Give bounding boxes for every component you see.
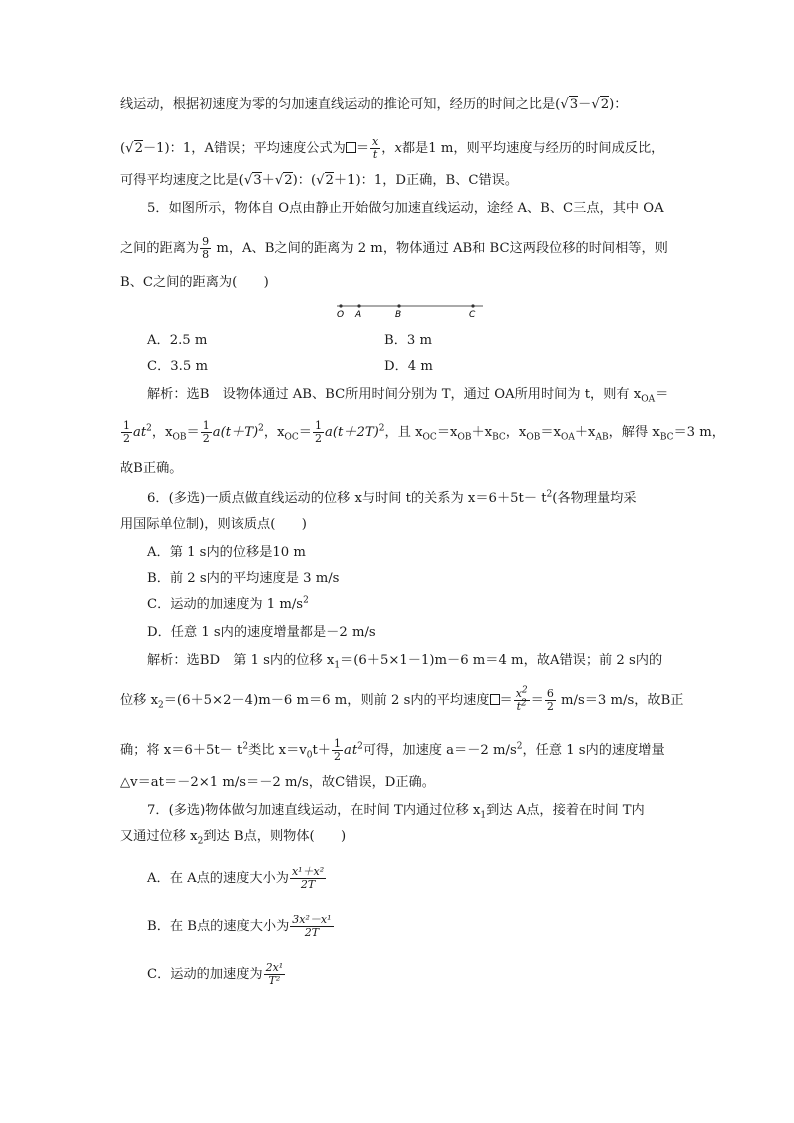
fraction — [290, 914, 333, 939]
text: 2T — [304, 926, 320, 939]
prev-line-1: 线运动，根据初速度为零的匀加速直线运动的推论可知，经历的时间之比是(√3－√2)： — [120, 97, 628, 112]
text: ＝ — [298, 425, 312, 440]
text: 2 — [333, 750, 341, 763]
text: 2 — [600, 97, 610, 112]
text: 类比 x＝v — [248, 743, 307, 758]
fraction — [201, 420, 212, 445]
text: 2 — [202, 432, 210, 445]
text: ＝ — [499, 693, 513, 708]
text: OB — [172, 432, 187, 443]
text: 2 — [378, 423, 385, 434]
text: 2 — [123, 432, 130, 445]
text: t — [372, 148, 378, 161]
q5-solution-line-2 — [120, 420, 725, 445]
point-o — [339, 304, 342, 307]
q5-stem-line-1: 5．如图所示，物体自 O点由静止开始做匀加速直线运动，途经 A、B、C三点，其中 OA — [147, 201, 664, 216]
text: 6 — [546, 687, 554, 700]
q6-option-a: A．第 1 s内的位移是10 m — [147, 545, 306, 560]
label-a: A — [355, 310, 362, 320]
text: 2 — [284, 173, 293, 188]
q5-option-d: D．4 m — [384, 359, 433, 374]
text: 解析：选B 设物体通过 AB、BC所用时间分别为 T，通过 OA所用时间为 t，则有 x — [147, 387, 642, 402]
text: t — [516, 700, 521, 713]
text: 2x¹ — [265, 961, 284, 974]
label-b: B — [395, 310, 402, 320]
text: 1 — [480, 810, 487, 821]
text: 2 — [521, 685, 528, 696]
text: ＝ — [530, 693, 544, 708]
fraction — [290, 866, 326, 891]
text: ，任意 1 s内的速度增量 — [522, 743, 665, 758]
text: AB — [595, 432, 609, 443]
q6-solution-line-1 — [147, 652, 662, 670]
text: A．在 A点的速度大小为 — [147, 871, 289, 886]
text: a(t＋T) — [212, 425, 259, 440]
text: 3 — [253, 173, 262, 188]
q5-stem-line-2 — [120, 236, 668, 261]
q6-solution-line-4: △v＝at＝－2×1 m/s＝－2 m/s，故C错误，D正确。 — [120, 775, 435, 790]
text: 9 — [202, 235, 210, 248]
text: at — [343, 743, 358, 758]
text: ，x — [505, 425, 527, 440]
text: 8 — [202, 248, 210, 261]
fraction — [313, 420, 324, 445]
text: 6．(多选)一质点做直线运动的位移 x与时间 t的关系为 x＝6＋5t－ t — [147, 491, 547, 506]
text: ＋ — [261, 173, 275, 188]
text: 到达 A点，接着在时间 T内 — [486, 803, 645, 818]
text: 7．(多选)物体做匀加速直线运动，在时间 T内通过位移 x — [147, 803, 481, 818]
q7-option-b — [147, 914, 335, 939]
text: C．运动的加速度为 1 m/s — [147, 597, 304, 612]
text: ＝ — [655, 387, 669, 402]
text: ，解得 x — [608, 425, 660, 440]
text: － — [578, 97, 592, 112]
text: T² — [268, 974, 281, 987]
q5-solution-line-3: 故B正确。 — [120, 461, 183, 476]
text: a(t＋2T) — [324, 425, 379, 440]
text: ＝3 m， — [673, 425, 725, 440]
text: 1 — [123, 419, 130, 432]
q5-stem-line-3: B、C之间的距离为( ) — [120, 275, 269, 290]
text: ( — [120, 141, 126, 156]
text: x — [515, 687, 522, 700]
text: 0 — [306, 750, 313, 761]
text: 解析：选BD 第 1 s内的位移 x — [147, 653, 335, 668]
fraction — [264, 962, 286, 987]
text: )：( — [292, 173, 317, 188]
text: 2 — [521, 698, 527, 709]
text: 又通过位移 x — [120, 829, 198, 844]
text: (各物理量均采 — [552, 491, 637, 506]
text: 1 — [202, 419, 210, 432]
q7-option-a — [147, 866, 327, 891]
text: 2 — [325, 173, 334, 188]
q5-option-a: A．2.5 m — [147, 333, 208, 348]
q6-stem-line-1 — [147, 490, 637, 508]
text: OB — [457, 432, 472, 443]
text: 1 — [333, 737, 341, 750]
fraction — [332, 738, 343, 763]
fraction — [370, 136, 380, 161]
text: x — [372, 135, 379, 148]
q7-option-c — [147, 962, 286, 987]
text: 位移 x — [120, 693, 159, 708]
text: ＝(6＋5×1－1)m－6 m＝4 m，故A错误；前 2 s内的 — [340, 653, 663, 668]
text: x¹＋x² — [291, 865, 325, 878]
q6-stem-line-2: 用国际单位制)，则该质点( ) — [120, 517, 307, 532]
text: OA — [560, 432, 575, 443]
text: 1 — [334, 660, 341, 671]
text: 2 — [314, 432, 322, 445]
text: OC — [284, 432, 299, 443]
q7-stem-line-2 — [120, 828, 346, 846]
text: ，x — [263, 425, 285, 440]
point-c — [471, 304, 474, 307]
text: 3x²－x¹ — [292, 913, 332, 926]
point-a — [357, 304, 360, 307]
text: 2 — [546, 489, 553, 500]
q6-option-b: B．前 2 s内的平均速度是 3 m/s — [147, 571, 340, 586]
text: 确；将 x＝6＋5t－ t — [120, 743, 243, 758]
text: BC — [492, 432, 506, 443]
text — [514, 698, 530, 713]
text: )： — [609, 97, 628, 112]
text: 2T — [300, 878, 316, 891]
text: ， — [381, 141, 395, 156]
text: 都是1 m，则平均速度与经历的时间成反比， — [401, 141, 665, 156]
text: 2 — [146, 423, 152, 434]
q6-solution-line-3 — [120, 738, 665, 763]
text: 可得，加速度 a＝－2 m/s — [362, 743, 517, 758]
text: ，且 x — [384, 425, 423, 440]
q5-option-c: C．3.5 m — [147, 359, 208, 374]
text: C．运动的加速度为 — [147, 967, 263, 982]
text: 线运动，根据初速度为零的匀加速直线运动的推论可知，经历的时间之比是( — [120, 97, 561, 112]
point-b — [397, 304, 400, 307]
text: 2 — [357, 741, 363, 752]
fraction — [200, 236, 211, 261]
text: ＋1)：1，D正确，B、C错误。 — [333, 173, 519, 188]
text: 可得平均速度之比是( — [120, 173, 244, 188]
prev-line-2: (√2－1)：1，A错误；平均速度公式为 ＝ $\frac{x}{t}$ ，x都是1 m，则平均速度与经历的时间成反比， — [120, 135, 665, 161]
text: 1 — [314, 419, 322, 432]
missing-glyph-icon — [346, 142, 356, 153]
text: ＋x — [471, 425, 493, 440]
text: t＋ — [312, 743, 331, 758]
text: ＝x — [540, 425, 561, 440]
text: ，x — [151, 425, 173, 440]
motion-diagram — [333, 300, 483, 320]
missing-glyph-icon — [490, 694, 500, 705]
fraction — [121, 420, 132, 445]
text: m，A、B之间的距离为 2 m，物体通过 AB和 BC这两段位移的时间相等，则 — [212, 241, 668, 256]
q6-solution-line-2 — [120, 685, 684, 713]
q7-stem-line-1 — [147, 802, 645, 820]
text: 2 — [258, 423, 264, 434]
text: OB — [526, 432, 541, 443]
text: 2 — [516, 741, 523, 752]
label-o: O — [337, 310, 345, 320]
text: 2 — [242, 741, 249, 752]
text: 2 — [303, 595, 309, 606]
q5-option-b: B．3 m — [384, 333, 432, 348]
text: 到达 B点，则物体( ) — [203, 829, 347, 844]
text: at — [133, 425, 147, 440]
label-c: C — [469, 310, 476, 320]
text: 2 — [134, 141, 143, 156]
text: 2 — [197, 836, 204, 847]
text: 2 — [158, 700, 164, 711]
text: －1)：1，A错误；平均速度公式为 — [142, 141, 346, 156]
fraction — [545, 688, 556, 713]
q6-option-c — [147, 596, 309, 614]
text: ＝(6＋5×2－4)m－6 m＝6 m，则前 2 s内的平均速度 — [163, 693, 490, 708]
q5-solution-line-1 — [147, 386, 668, 404]
text: x — [394, 141, 402, 156]
text: ＝x — [436, 425, 458, 440]
text: 3 — [569, 97, 579, 112]
text: B．在 B点的速度大小为 — [147, 919, 290, 934]
text: BC — [659, 432, 674, 443]
fraction — [514, 685, 530, 713]
prev-line-3: 可得平均速度之比是(√3＋√2)：(√2＋1)：1，D正确，B、C错误。 — [120, 173, 519, 188]
q6-option-d: D．任意 1 s内的速度增量都是－2 m/s — [147, 625, 376, 640]
text: 之间的距离为 — [120, 241, 200, 256]
text: ＋x — [574, 425, 596, 440]
text: OC — [422, 432, 437, 443]
text: OA — [641, 394, 656, 405]
text: 2 — [546, 700, 554, 713]
text: m/s＝3 m/s，故B正 — [556, 693, 684, 708]
text: ＝ — [186, 425, 200, 440]
